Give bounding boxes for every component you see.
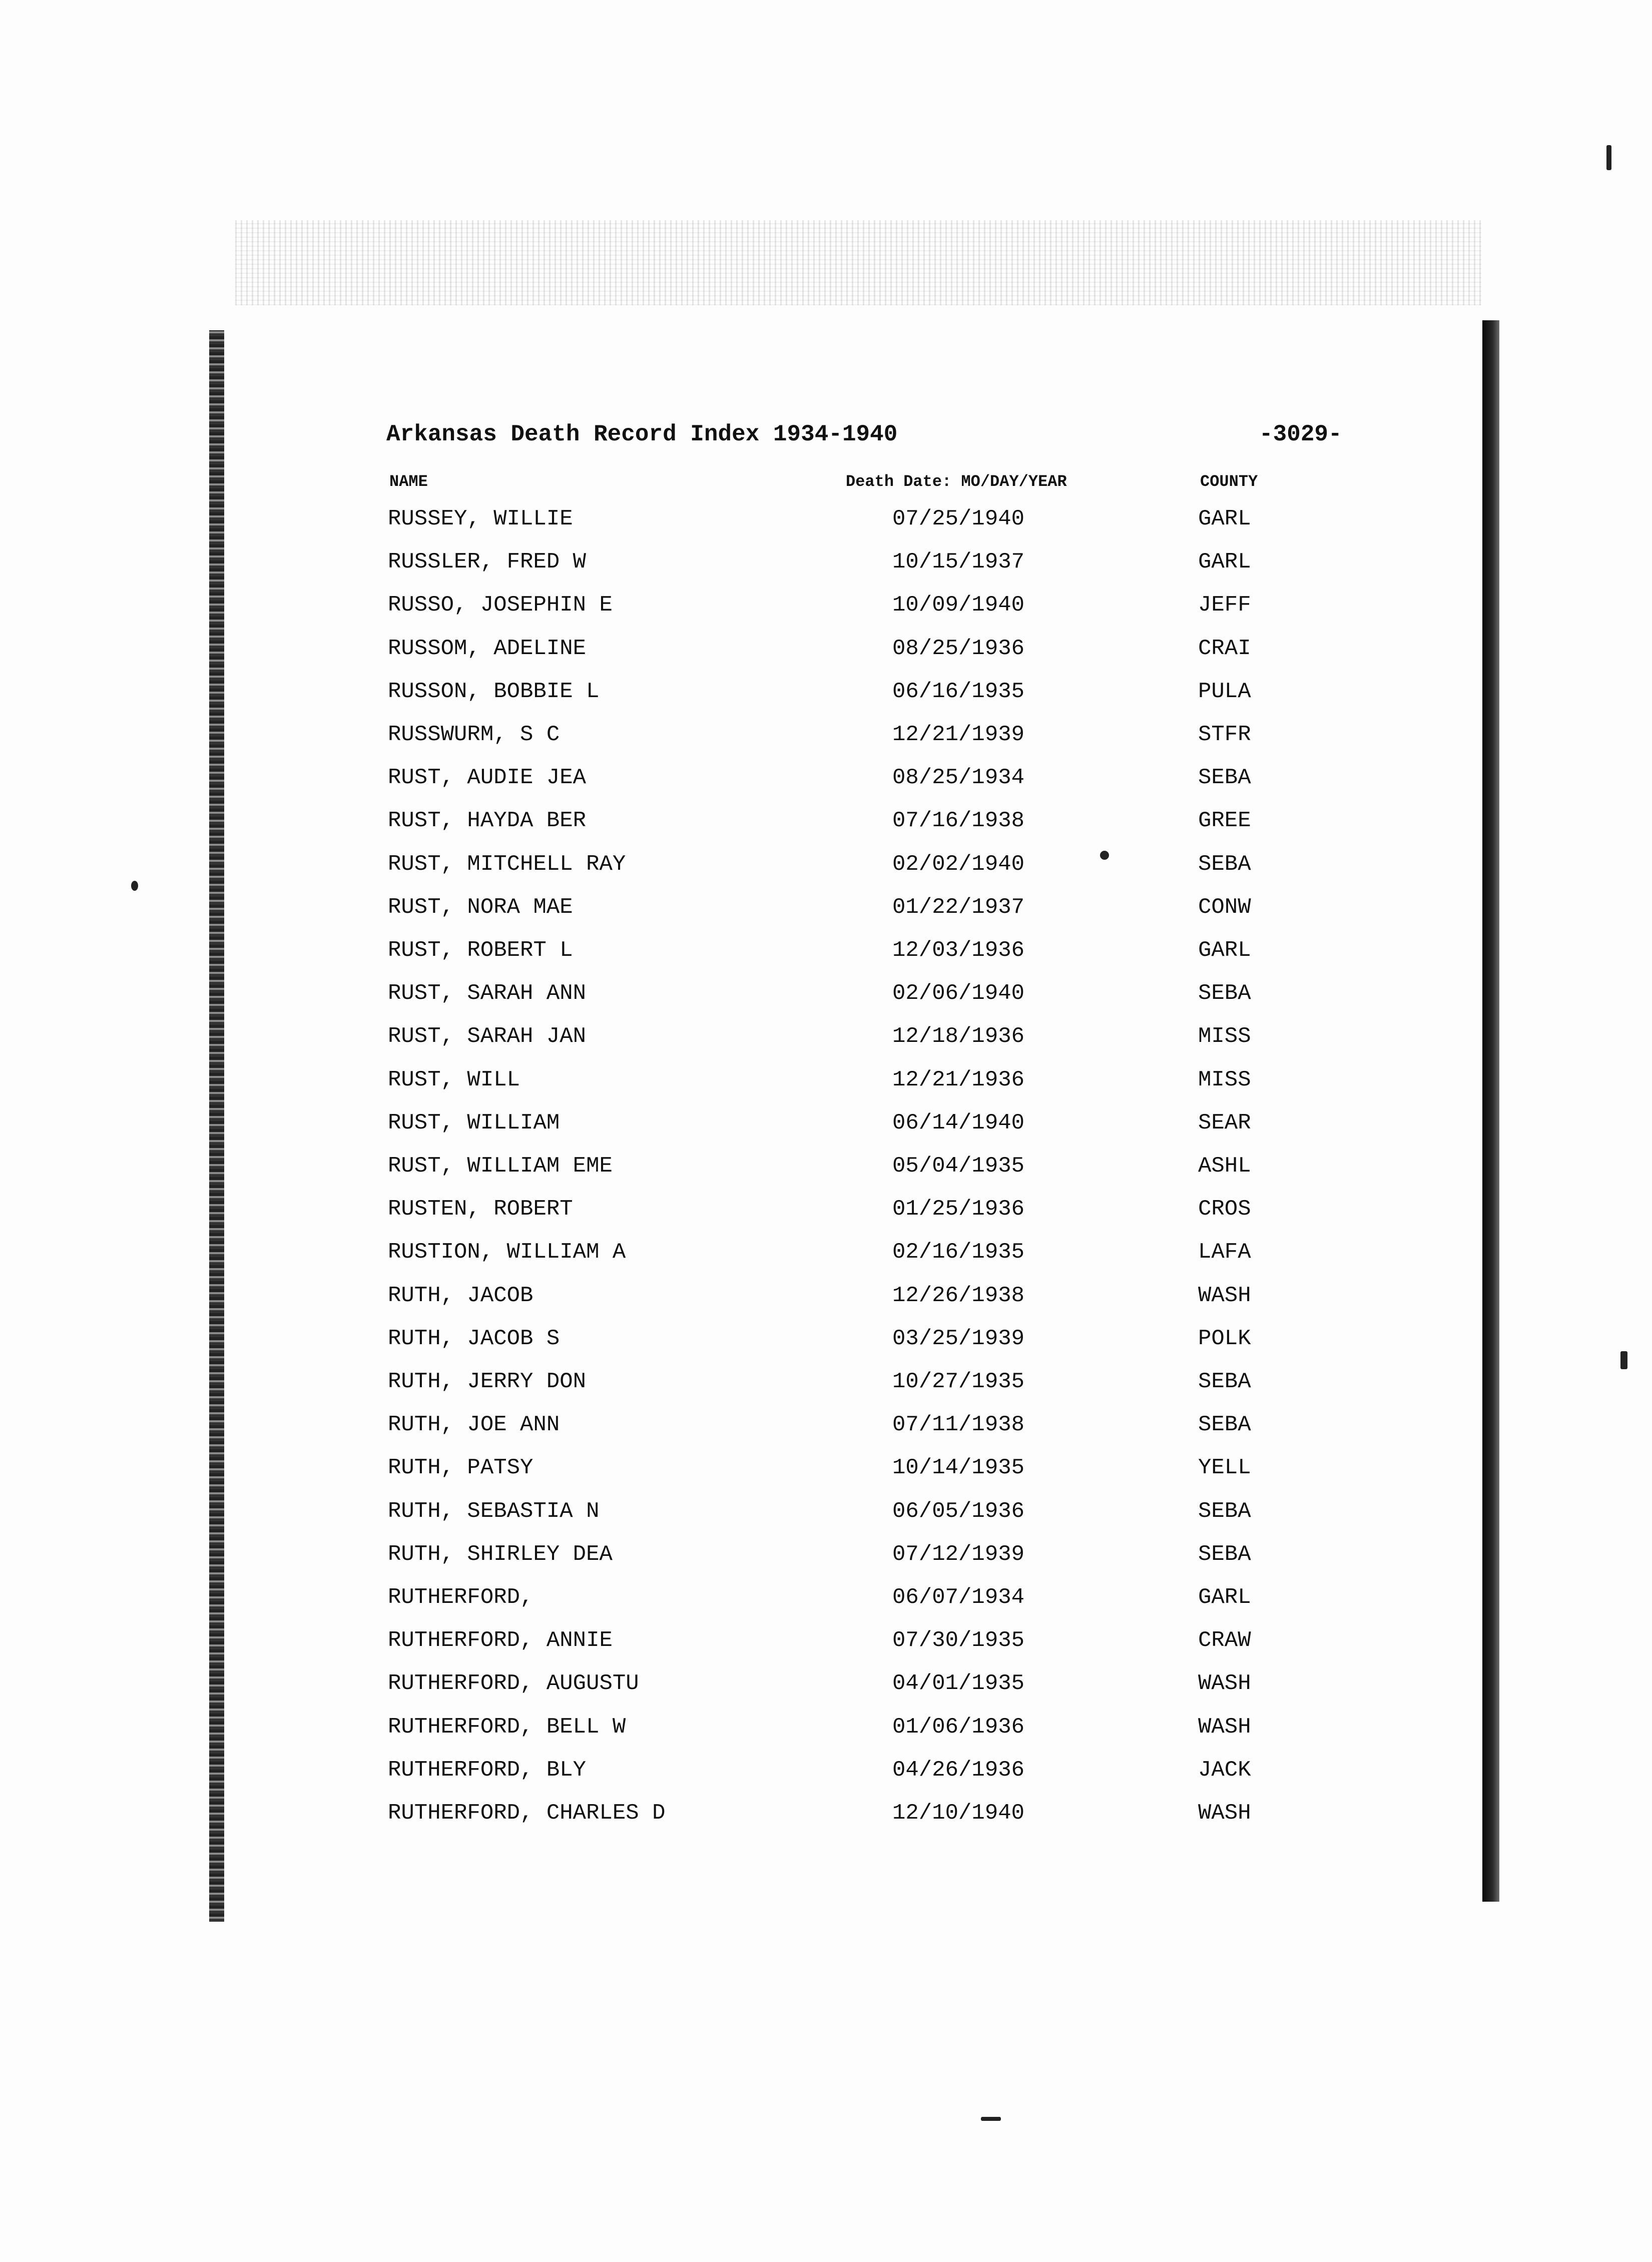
- table-row: [0, 938, 1652, 978]
- table-row: [0, 1671, 1652, 1711]
- record-name: RUTH, JACOB S: [388, 1326, 560, 1351]
- record-name: RUST, WILL: [388, 1067, 520, 1092]
- record-name: RUSSOM, ADELINE: [388, 636, 587, 661]
- record-county: CROS: [1198, 1197, 1251, 1222]
- record-name: RUST, NORA MAE: [388, 895, 573, 920]
- table-row: [0, 1067, 1652, 1107]
- record-name: RUTH, JOE ANN: [388, 1412, 560, 1437]
- record-death-date: 08/25/1936: [892, 636, 1025, 661]
- record-county: CONW: [1198, 895, 1251, 920]
- scan-speck: [1606, 145, 1611, 170]
- record-name: RUST, WILLIAM: [388, 1110, 560, 1136]
- record-county: GREE: [1198, 808, 1251, 833]
- record-name: RUTHERFORD, ANNIE: [388, 1628, 613, 1653]
- record-death-date: 05/04/1935: [892, 1154, 1025, 1179]
- record-death-date: 06/14/1940: [892, 1110, 1025, 1136]
- record-name: RUSTEN, ROBERT: [388, 1197, 573, 1222]
- record-death-date: 07/25/1940: [892, 506, 1025, 531]
- record-name: RUTH, JERRY DON: [388, 1369, 587, 1394]
- table-row: [0, 1715, 1652, 1755]
- table-row: [0, 895, 1652, 935]
- record-name: RUST, SARAH JAN: [388, 1024, 587, 1049]
- record-death-date: 07/16/1938: [892, 808, 1025, 833]
- record-death-date: 08/25/1934: [892, 765, 1025, 790]
- record-death-date: 12/03/1936: [892, 938, 1025, 963]
- record-death-date: 07/30/1935: [892, 1628, 1025, 1653]
- record-county: SEBA: [1198, 981, 1251, 1006]
- record-county: CRAI: [1198, 636, 1251, 661]
- table-row: [0, 1283, 1652, 1323]
- table-row: [0, 1499, 1652, 1539]
- table-row: [0, 1585, 1652, 1625]
- record-name: RUTHERFORD,: [388, 1585, 533, 1610]
- table-row: [0, 1758, 1652, 1798]
- record-death-date: 04/01/1935: [892, 1671, 1025, 1696]
- record-county: PULA: [1198, 679, 1251, 704]
- record-death-date: 06/07/1934: [892, 1585, 1025, 1610]
- record-death-date: 06/05/1936: [892, 1499, 1025, 1524]
- record-county: SEBA: [1198, 1499, 1251, 1524]
- record-county: GARL: [1198, 938, 1251, 963]
- record-county: GARL: [1198, 506, 1251, 531]
- record-death-date: 06/16/1935: [892, 679, 1025, 704]
- record-county: JACK: [1198, 1758, 1251, 1783]
- record-name: RUST, AUDIE JEA: [388, 765, 587, 790]
- record-county: SEBA: [1198, 765, 1251, 790]
- record-name: RUTH, SHIRLEY DEA: [388, 1542, 613, 1567]
- table-row: [0, 1412, 1652, 1452]
- record-county: WASH: [1198, 1801, 1251, 1826]
- table-row: [0, 679, 1652, 719]
- record-name: RUTHERFORD, BLY: [388, 1758, 587, 1783]
- record-county: MISS: [1198, 1067, 1251, 1092]
- record-death-date: 12/10/1940: [892, 1801, 1025, 1826]
- column-header-name: NAME: [389, 472, 428, 491]
- record-name: RUTHERFORD, CHARLES D: [388, 1801, 666, 1826]
- page-number: -3029-: [1259, 421, 1342, 447]
- table-row: [0, 722, 1652, 762]
- record-name: RUST, SARAH ANN: [388, 981, 587, 1006]
- record-county: GARL: [1198, 549, 1251, 575]
- table-row: [0, 506, 1652, 546]
- record-death-date: 12/21/1936: [892, 1067, 1025, 1092]
- record-death-date: 10/09/1940: [892, 593, 1025, 618]
- record-death-date: 10/15/1937: [892, 549, 1025, 575]
- table-row: [0, 1110, 1652, 1151]
- record-county: ASHL: [1198, 1154, 1251, 1179]
- record-death-date: 02/02/1940: [892, 852, 1025, 877]
- record-death-date: 12/26/1938: [892, 1283, 1025, 1308]
- column-header-death-date: Death Date: MO/DAY/YEAR: [846, 472, 1067, 491]
- record-death-date: 03/25/1939: [892, 1326, 1025, 1351]
- record-county: SEBA: [1198, 1412, 1251, 1437]
- record-county: SEBA: [1198, 1369, 1251, 1394]
- table-row: [0, 1455, 1652, 1495]
- record-name: RUTH, PATSY: [388, 1455, 533, 1480]
- table-row: [0, 1628, 1652, 1668]
- table-row: [0, 1154, 1652, 1194]
- table-row: [0, 852, 1652, 892]
- column-header-county: COUNTY: [1200, 472, 1258, 491]
- record-county: SEAR: [1198, 1110, 1251, 1136]
- record-name: RUST, MITCHELL RAY: [388, 852, 626, 877]
- record-name: RUSSWURM, S C: [388, 722, 560, 747]
- record-name: RUSTION, WILLIAM A: [388, 1240, 626, 1265]
- record-death-date: 01/25/1936: [892, 1197, 1025, 1222]
- record-county: CRAW: [1198, 1628, 1251, 1653]
- record-name: RUTH, SEBASTIA N: [388, 1499, 600, 1524]
- record-name: RUST, HAYDA BER: [388, 808, 587, 833]
- record-county: YELL: [1198, 1455, 1251, 1480]
- record-death-date: 04/26/1936: [892, 1758, 1025, 1783]
- table-row: [0, 1024, 1652, 1064]
- record-county: SEBA: [1198, 1542, 1251, 1567]
- record-county: WASH: [1198, 1283, 1251, 1308]
- record-death-date: 12/18/1936: [892, 1024, 1025, 1049]
- table-row: [0, 636, 1652, 676]
- table-row: [0, 1542, 1652, 1582]
- record-county: SEBA: [1198, 852, 1251, 877]
- record-name: RUSSON, BOBBIE L: [388, 679, 600, 704]
- record-name: RUSSO, JOSEPHIN E: [388, 593, 613, 618]
- record-county: WASH: [1198, 1671, 1251, 1696]
- record-death-date: 12/21/1939: [892, 722, 1025, 747]
- record-county: LAFA: [1198, 1240, 1251, 1265]
- record-death-date: 02/16/1935: [892, 1240, 1025, 1265]
- record-death-date: 07/11/1938: [892, 1412, 1025, 1437]
- record-death-date: 02/06/1940: [892, 981, 1025, 1006]
- scan-noise-band: [235, 220, 1481, 305]
- record-name: RUTHERFORD, BELL W: [388, 1715, 626, 1740]
- scan-speck: [981, 2117, 1001, 2121]
- record-death-date: 07/12/1939: [892, 1542, 1025, 1567]
- record-death-date: 10/27/1935: [892, 1369, 1025, 1394]
- record-death-date: 01/22/1937: [892, 895, 1025, 920]
- record-name: RUTH, JACOB: [388, 1283, 533, 1308]
- table-row: [0, 1369, 1652, 1409]
- table-row: [0, 1801, 1652, 1841]
- record-name: RUSSEY, WILLIE: [388, 506, 573, 531]
- record-name: RUST, WILLIAM EME: [388, 1154, 613, 1179]
- record-county: POLK: [1198, 1326, 1251, 1351]
- record-county: WASH: [1198, 1715, 1251, 1740]
- table-row: [0, 1326, 1652, 1366]
- record-name: RUST, ROBERT L: [388, 938, 573, 963]
- table-row: [0, 593, 1652, 633]
- record-county: JEFF: [1198, 593, 1251, 618]
- table-row: [0, 1197, 1652, 1237]
- table-row: [0, 808, 1652, 848]
- record-name: RUSSLER, FRED W: [388, 549, 587, 575]
- record-death-date: 10/14/1935: [892, 1455, 1025, 1480]
- record-county: MISS: [1198, 1024, 1251, 1049]
- table-row: [0, 765, 1652, 805]
- record-county: STFR: [1198, 722, 1251, 747]
- record-death-date: 01/06/1936: [892, 1715, 1025, 1740]
- table-row: [0, 1240, 1652, 1280]
- record-county: GARL: [1198, 1585, 1251, 1610]
- document-title: Arkansas Death Record Index 1934-1940: [386, 421, 898, 447]
- table-row: [0, 549, 1652, 590]
- table-row: [0, 981, 1652, 1021]
- record-name: RUTHERFORD, AUGUSTU: [388, 1671, 639, 1696]
